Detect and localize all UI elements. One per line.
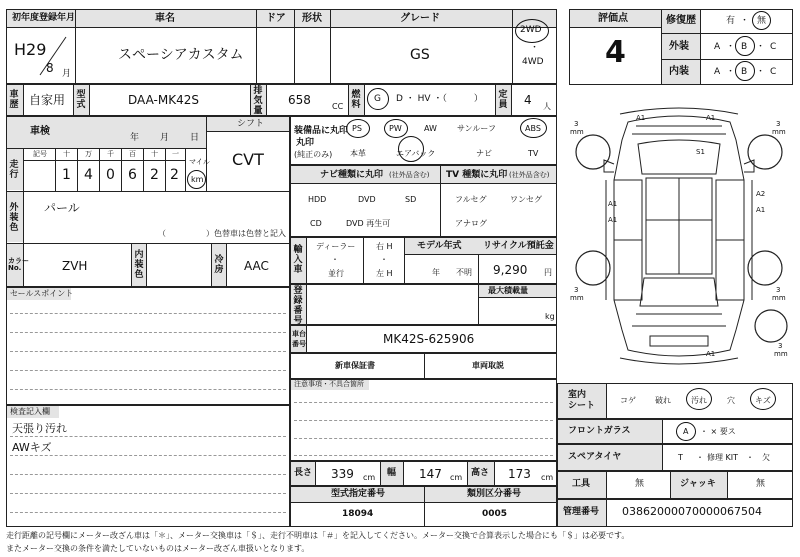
interior-a: A (714, 67, 721, 77)
import-right-h: 右 H (376, 242, 393, 251)
equip-leather: 本革 (350, 149, 366, 158)
mileage-digit-4: 6 (128, 167, 137, 183)
import-left-h: 左 H (376, 269, 393, 278)
tire-fr-value: 3 (776, 120, 781, 128)
mileage-col-5: 十 (151, 150, 158, 158)
height-unit: cm (541, 473, 554, 482)
damage-mark-1: A1 (636, 114, 646, 122)
tire-fr-unit: mm (772, 128, 786, 136)
sheet-hole: 穴 (727, 396, 735, 405)
repair-history-label: 修復歴 (666, 15, 696, 26)
tv-title: TV 種類に丸印 (446, 170, 508, 180)
car-name: スペーシアカスタム (118, 47, 244, 63)
cc-unit: CC (332, 102, 344, 111)
max-load-label: 最大積載量 (488, 286, 528, 295)
tire-rr-value: 3 (776, 286, 781, 294)
equip-abs: ABS (525, 124, 541, 133)
vehicle-manual: 車両取説 (472, 361, 504, 370)
spare-tire-t: T (678, 453, 683, 462)
color-label: 外 装 色 (9, 203, 19, 233)
navi-dvd-play: DVD 再生可 (346, 219, 391, 228)
model-year-unknown: 不明 (456, 268, 472, 277)
tv-sub: (社外品含む) (509, 171, 550, 179)
damage-mark-8: A1 (706, 350, 716, 358)
inspection-label: 車検 (30, 126, 50, 137)
new-car-warranty: 新車保証書 (335, 361, 375, 370)
recycle-label: リサイクル預託金 (483, 241, 554, 251)
mileage-digit-5: 2 (150, 167, 159, 183)
front-glass-a: A (683, 427, 689, 436)
first-reg-label: 初年度登録年月 (12, 13, 76, 23)
tv-fullseg: フルセグ (455, 195, 487, 204)
width-unit: cm (450, 473, 463, 482)
interior-sheet-label: 室内 シート (568, 390, 596, 411)
damage-mark-6: A2 (756, 190, 766, 198)
drive-2wd: 2WD (520, 25, 542, 35)
length-unit: cm (363, 473, 376, 482)
grade-label: グレード (400, 13, 440, 24)
management-value: 03862000070000067504 (622, 505, 762, 518)
type-designation-label: 型式指定番号 (331, 489, 386, 499)
color-value: パール (44, 201, 80, 215)
spare-tire-dot: ・ (696, 453, 704, 462)
navi-dvd: DVD (358, 195, 376, 204)
interior-dot2: ・ (756, 67, 766, 77)
damage-mark-5: A1 (608, 216, 618, 224)
kg-unit: kg (545, 312, 555, 321)
exterior-dot1: ・ (726, 42, 736, 52)
fuel-label: 燃 料 (351, 90, 361, 110)
footnote-2: またメーター交換の条件を満たしていないものはメーター改ざん車扱いとなります。 (6, 544, 310, 553)
usage-label: 車 歴 (9, 90, 19, 110)
navi-sub: (社外品含む) (389, 171, 430, 179)
door-label: ドア (266, 13, 286, 24)
car-name-label: 車名 (155, 13, 175, 24)
mileage-digit-1: 1 (62, 167, 71, 183)
cooler-value: AAC (244, 259, 269, 273)
class-number-label: 類別区分番号 (467, 489, 522, 499)
equipment-maru: 丸印 (296, 138, 315, 148)
tire-fl-unit: mm (570, 128, 584, 136)
interior-label: 内装 (669, 66, 689, 77)
capacity-value: 4 (524, 93, 532, 107)
tire-spare-unit: mm (774, 350, 788, 358)
shift-label: シフト (237, 119, 265, 129)
length-label: 長さ (294, 468, 313, 478)
color-no-value: ZVH (62, 259, 88, 273)
navi-sd: SD (405, 195, 417, 204)
interior-b: B (741, 67, 748, 77)
person-unit: 人 (543, 102, 551, 111)
jack-label: ジャッキ (680, 479, 716, 489)
notices-label: 注意事項・不具合箇所 (294, 380, 364, 388)
equip-aw: AW (424, 124, 437, 133)
mileage-col-symbol: 記号 (33, 150, 47, 158)
interior-dot1: ・ (726, 67, 736, 77)
grade-value: GS (410, 47, 430, 63)
sheet-stain: 汚れ (691, 396, 707, 405)
exterior-b: B (741, 42, 748, 52)
chassis-value: MK42S-625906 (383, 332, 475, 346)
registration-label: 登 録 番 号 (293, 286, 303, 326)
management-label: 管理番号 (563, 507, 600, 517)
drive-4wd: 4WD (522, 57, 544, 67)
class-number-value: 0005 (482, 509, 508, 519)
sales-point-box (6, 287, 290, 405)
navi-hdd: HDD (308, 195, 327, 204)
jack-value: 無 (756, 479, 766, 489)
rating-score: 4 (605, 35, 626, 70)
sales-point-label: セールスポイント (10, 289, 74, 298)
shape-label: 形状 (302, 13, 322, 24)
inspection-day-unit: 日 (190, 133, 200, 143)
displacement-value: 658 (288, 93, 311, 107)
cooler-label: 冷 房 (214, 255, 224, 275)
type-designation-value: 18094 (342, 509, 374, 519)
tire-rl-unit: mm (570, 294, 584, 302)
shift-value: CVT (232, 150, 264, 169)
damage-mark-7: A1 (756, 206, 766, 214)
tire-fl-value: 3 (574, 120, 579, 128)
repair-no: 無 (757, 16, 767, 26)
spare-tire-dot2: ・ (746, 453, 754, 462)
repair-yes: 有 (726, 16, 736, 26)
exterior-c: C (770, 42, 777, 52)
mileage-label: 走 行 (9, 160, 19, 180)
color-no-label: カラー No. (8, 257, 29, 272)
chassis-label: 車台 番号 (292, 330, 306, 348)
equip-pw: PW (389, 124, 402, 133)
drive-dot: ・ (530, 43, 540, 53)
mileage-col-4: 百 (129, 150, 136, 158)
mileage-col-1: 十 (63, 150, 70, 158)
first-reg-era: H29 (14, 40, 47, 59)
import-dot2: ・ (380, 255, 388, 264)
tire-spare-value: 3 (778, 342, 783, 350)
displacement-label: 排 気 量 (253, 86, 263, 116)
color-note: （ ）色替車は色替と記入 (158, 229, 286, 238)
navi-title: ナビ種類に丸印 (320, 170, 384, 180)
equip-navi: ナビ (476, 149, 492, 158)
fuel-options: D ・ HV ・（ ） (396, 94, 483, 104)
mileage-digit-6: 2 (170, 167, 179, 183)
equip-ps: PS (352, 124, 362, 133)
footnote-1: 走行距離の記号欄にメーター改ざん車は「＊」、メーター交換車は「＄」、走行不明車は「＃」を記入してください。メーター交換で合算表示した場合にも「＄」は必要です。 (6, 531, 630, 540)
inspector-label: 検査記入欄 (10, 407, 50, 416)
inspection-year-unit: 年 (130, 133, 140, 143)
interior-c: C (770, 67, 777, 77)
interior-color-label: 内 装 色 (134, 250, 144, 280)
front-glass-rest: ・ × 要ス (700, 427, 736, 436)
width-value: 147 (419, 467, 442, 481)
damage-mark-4: A1 (608, 200, 618, 208)
exterior-a: A (714, 42, 721, 52)
mile-label: マイル (189, 158, 210, 166)
inspector-note-2: AWキズ (12, 441, 52, 454)
damage-mark-3: S1 (696, 148, 705, 156)
tools-value: 無 (635, 479, 645, 489)
tools-label: 工具 (572, 479, 591, 489)
mileage-col-2: 万 (85, 150, 92, 158)
tire-rr-unit: mm (772, 294, 786, 302)
recycle-unit: 円 (544, 268, 552, 277)
exterior-dot2: ・ (756, 42, 766, 52)
sheet-tear: 破れ (655, 396, 671, 405)
equip-sunroof: サンルーフ (457, 124, 496, 133)
model-value: DAA-MK42S (128, 93, 199, 107)
import-parallel: 並行 (328, 269, 344, 278)
import-label: 輸 入 車 (293, 245, 303, 275)
sheet-burn: コゲ (620, 396, 636, 405)
import-dot1: ・ (331, 255, 339, 264)
mileage-digit-3: 0 (106, 167, 115, 183)
import-dealer: ディーラー (316, 242, 356, 251)
first-reg-month: 8 (46, 61, 54, 75)
spare-tire-label: スペアタイヤ (568, 452, 622, 462)
height-value: 173 (508, 467, 531, 481)
damage-mark-2: A1 (706, 114, 716, 122)
inspector-note-1: 天張り汚れ (12, 422, 67, 435)
sheet-scratch: キズ (755, 396, 771, 405)
car-damage-diagram (566, 100, 792, 380)
tv-oneseg: ワンセグ (510, 195, 542, 204)
tv-analog: アナログ (455, 219, 487, 228)
equipment-sublabel: (純正のみ) (294, 150, 333, 159)
navi-cd: CD (310, 219, 322, 228)
recycle-value: 9,290 (493, 263, 528, 277)
first-reg-month-unit: 月 (62, 69, 72, 79)
usage-value: 自家用 (29, 93, 66, 107)
model-year-label: モデル年式 (417, 241, 462, 251)
model-year-unit: 年 (432, 268, 440, 277)
capacity-label: 定 員 (498, 90, 508, 110)
height-label: 高さ (471, 468, 490, 478)
mileage-col-6: 一 (172, 150, 179, 158)
equipment-label: 装備品に丸印 (294, 126, 349, 136)
tire-rl-value: 3 (574, 286, 579, 294)
width-label: 幅 (387, 468, 397, 478)
equip-airbag: エアバック (396, 149, 436, 158)
spare-tire-none: 欠 (762, 453, 770, 462)
equip-tv: TV (528, 149, 539, 158)
inspection-month-unit: 月 (160, 133, 170, 143)
repair-dot: ・ (740, 16, 750, 26)
exterior-label: 外装 (669, 41, 689, 52)
model-label: 型 式 (76, 90, 86, 110)
length-value: 339 (331, 467, 354, 481)
fuel-g: G (374, 94, 381, 104)
mileage-col-3: 千 (107, 150, 114, 158)
rating-label: 評価点 (598, 13, 628, 24)
mileage-digit-2: 4 (84, 167, 93, 183)
spare-tire-kit: 修理 KIT (707, 453, 739, 462)
km-unit: km (191, 175, 204, 184)
front-glass-label: フロントガラス (568, 426, 631, 436)
